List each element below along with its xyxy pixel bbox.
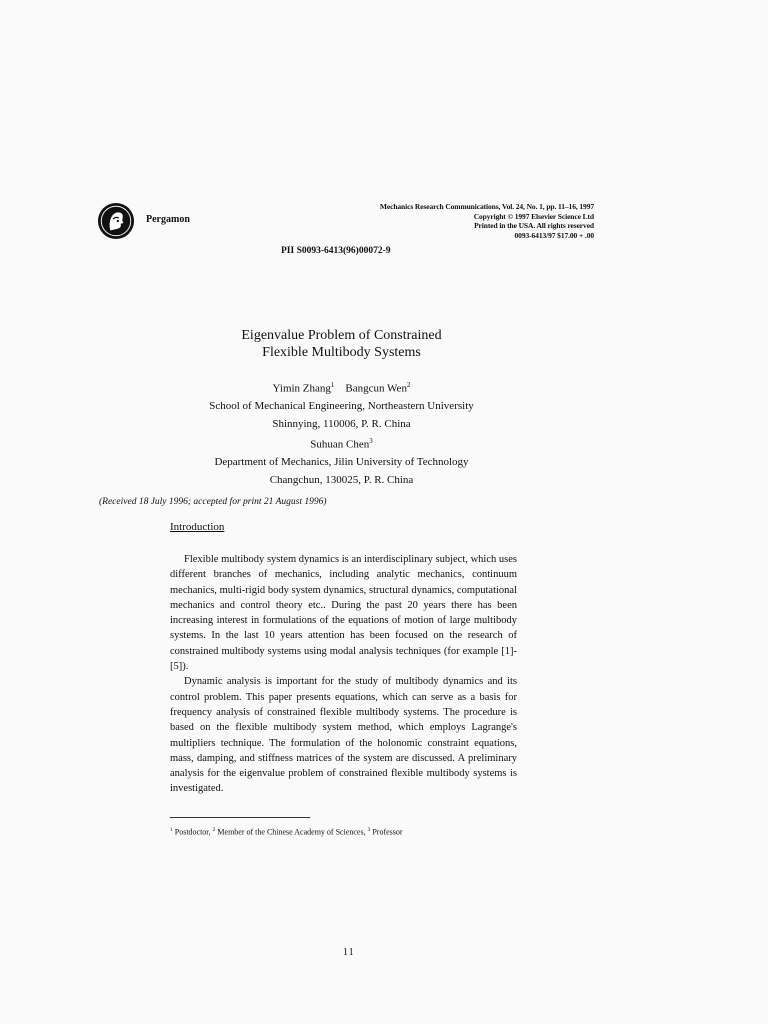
title-line-1: Eigenvalue Problem of Constrained [241,328,442,343]
author-3-line [0,433,683,454]
price-code-line: 0093-6413/97 $17.00 + .00 [514,230,594,240]
copyright-line: Copyright © 1997 Elsevier Science Ltd [473,211,594,221]
journal-citation: Mechanics Research Communications, Vol. 24, No. 1, pp. 11–16, 1997 [379,202,594,211]
publisher-logo-icon [97,202,135,240]
affiliation-2: Department of Mechanics, Jilin University of Technology [214,456,469,469]
title-line-2: Flexible Multibody Systems [262,345,421,360]
printed-line: Printed in the USA. All rights reserved [474,221,594,230]
footnote-text-3: Professor [370,827,403,837]
author-2: Bangcun Wen [345,382,407,395]
footnote-divider [170,817,310,818]
author-1: Yimin Zhang [272,382,331,395]
author-names [0,377,683,398]
footnote-text-2: Member of the Chinese Academy of Sciences, [215,827,368,837]
received-dates: (Received 18 July 1996; accepted for print 21 August 1996) [99,497,327,507]
author-1-mark: 1 [330,381,335,389]
introduction-body [170,552,517,797]
address-2: Changchun, 130025, P. R. China [269,473,414,486]
paper-title [0,327,683,361]
publisher-name: Pergamon [146,214,190,225]
author-block [0,377,683,489]
footnote-mark-1: 1 [170,827,173,833]
footnote-text-1: Postdoctor, [172,827,213,837]
author-3: Suhuan Chen [310,438,370,451]
footnote [170,827,403,837]
address-1: Shinnying, 110006, P. R. China [272,417,411,430]
footnote-mark-2: 2 [212,827,216,833]
affiliation-1: School of Mechanical Engineering, Northeastern University [209,400,474,413]
page-number: 11 [343,947,355,958]
footnote-mark-3: 3 [367,827,371,833]
paragraph-2: Dynamic analysis is important for the study of multibody dynamics and its control problem. This paper presents equations, which can serve as a basis for frequency analysis of constrained flexible multibody systems. The procedure is based on the flexible multibody system method, which employs Lagrange's multipliers technique. The formulation of the holonomic constraint equations, mass, damping, and stiffness matrices of the system are discussed. A preliminary analysis for the eigenvalue problem of constrained flexible multibody systems is investigated. [170,676,517,795]
section-heading-introduction: Introduction [170,521,225,533]
author-3-mark: 3 [369,437,373,446]
journal-info [380,202,594,240]
pii-identifier: PII S0093-6413(96)00072-9 [281,246,391,256]
author-2-mark: 2 [406,381,411,389]
paragraph-1: Flexible multibody system dynamics is an interdisciplinary subject, which uses different branches of mechanics, including analytic mechanics, continuum mechanics, multi-rigid body system dynamics, structural dynamics, computational mechanics and control theory etc.. During the past 20 years there has been increasing interest in formulations of the equations of motion of large multibody systems. In the last 10 years attention has been focused on the research of constrained multibody systems using modal analysis techniques (for example [1]-[5]). [170,554,517,673]
